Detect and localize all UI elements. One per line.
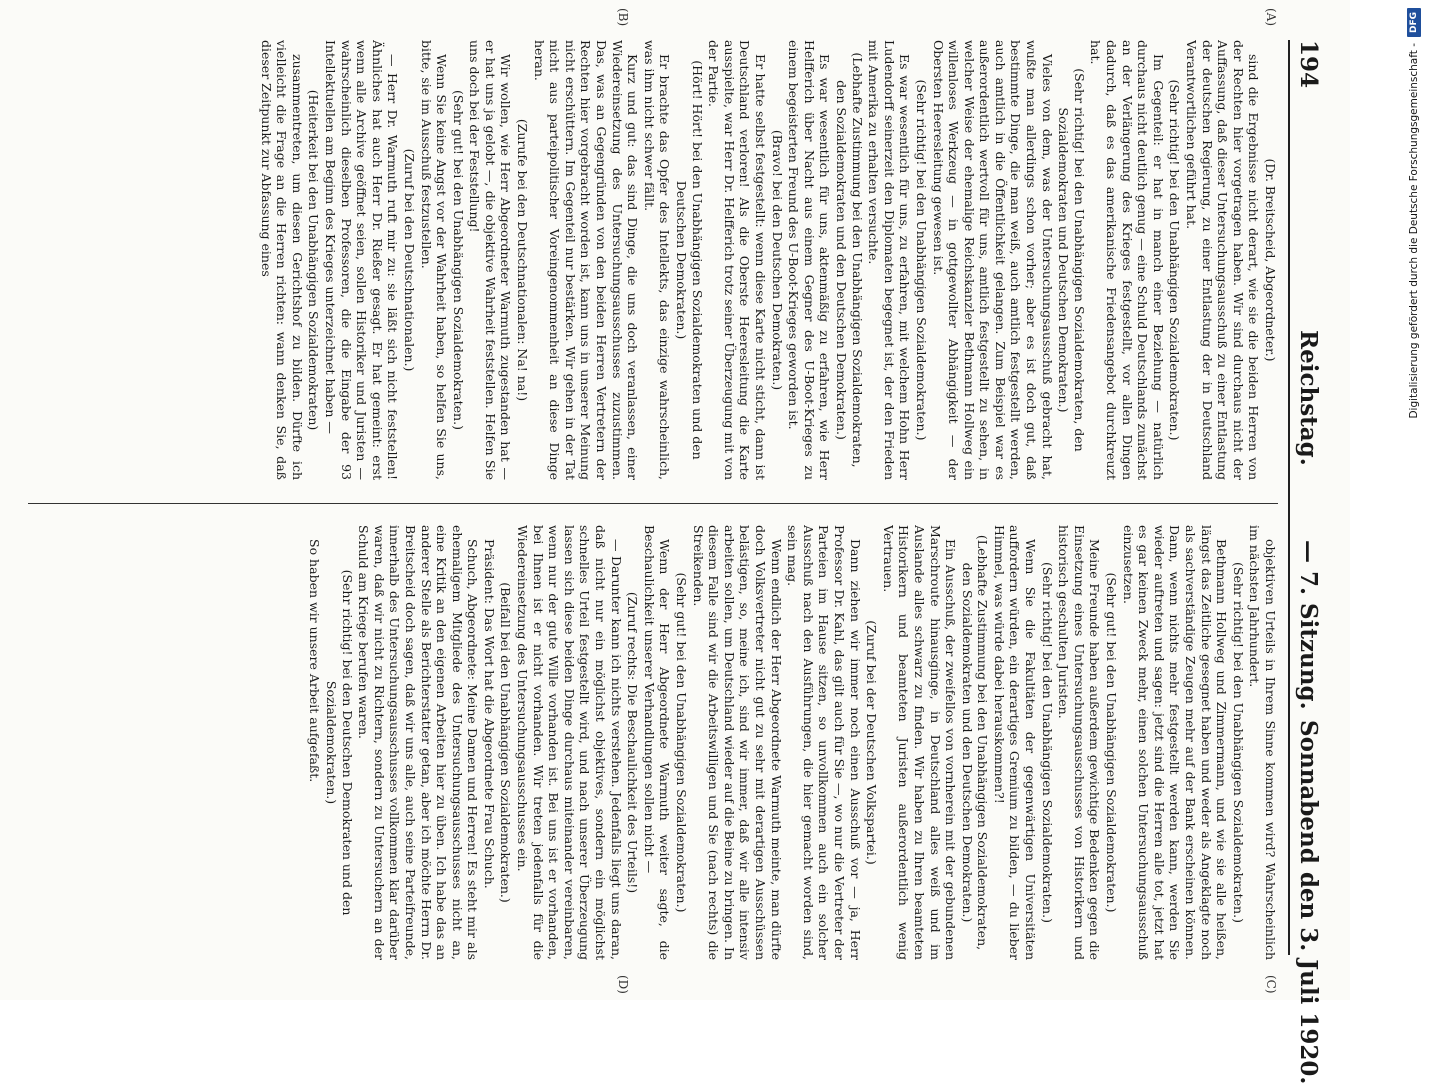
paragraph: (Beifall bei den Unabhängigen Sozialdemokraten.)	[498, 582, 514, 903]
paragraph: Er hatte selbst festgestellt: wenn diese Karte nicht sticht, dann ist Deutschland verloren! Als die Oberste Heeresleitung die Karte ausspielte, war Herr Dr. Helfferich trotz seiner Überzeugung mit von der Partie.	[706, 40, 768, 480]
digitization-text: Digitalisierung gefördert durch die Deutsche Forschungsgemeinschaft -	[1408, 43, 1420, 419]
paragraph: (Zurufe bei den Deutschnationalen: Na! na!)	[515, 118, 531, 402]
paragraph: (Sehr gut! bei den Unabhängigen Sozialdemokraten.)	[674, 572, 690, 913]
paragraph: Wenn Sie keine Angst vor der Wahrheit haben, so helfen Sie uns, bitte, sie im Ausschuß festzustellen.	[418, 40, 450, 480]
paragraph: Präsident: Das Wort hat die Abgeordnete Frau Schuch.	[481, 539, 497, 889]
paragraph: Wir wollen, wie Herr Abgeordneter Warmuth zugestanden hat — er hat uns ja gelobt —, die objektive Wahrheit feststellen. Helfen Sie uns doch bei der Feststellung!	[467, 40, 514, 480]
paragraph: (Sehr gut! bei den Unabhängigen Sozialdemokraten.)	[450, 90, 466, 430]
margin-letter-c: (C)	[1264, 975, 1278, 994]
paragraph: sind die Ergebnisse nicht derart, wie sie die beiden Herren von der Rechten hier vorgetragen haben. Wir sind durchaus nicht der Auffassung, daß dieser Untersuchungsausschuß zu einer Entlastung der deutschen Regierung, zu einer Entlastung der in Deutschland Verantwortlichen geführt hat.	[1184, 40, 1262, 480]
paragraph: Vieles von dem, was der Untersuchungsausschuß gebracht hat, wußte man allerdings schon vorher; aber es ist doch gut, daß bestimmte Dinge, die man weiß, auch amtlich festgestellt werden, auch amtlich in die Öffentlichkeit gelangen. Zum Beispiel war es außerordentlich wertvoll für uns, amtlich festgestellt zu sehen, in welcher Weise der ehemalige Reichskanzler Bethmann Hollweg ein willenloses Werkzeug — in gottgewollter Abhängigkeit — der Obersten Heeresleitung gewesen ist.	[930, 40, 1055, 480]
paragraph: — Darunter kann ich nichts verstehen. Jedenfalls liegt uns daran, daß nicht nur ein möglichst objektives, sondern ein möglichst schnelles Urteil festgestellt wird, und nach unserer Überzeugung lassen sich diese beiden Dinge durchaus miteinander vereinbaren, wenn nur der gute Wille vorhanden ist. Bei uns ist er vorhanden, bei Ihnen ist er nicht vorhanden. Wir treten jedenfalls für die Wiedereinsetzung des Untersuchungsausschusses ein.	[515, 525, 624, 960]
paragraph: — Herr Dr. Warmuth ruft mir zu: sie läßt sich nicht feststellen! Ähnliches hat auch Herr Dr. Rießer gesagt. Er hat gemeint: erst wenn alle Archive geöffnet seien, sollen Historiker und Juristen — wahrscheinlich dieselben Professoren, die die Eingabe der 93 Intellektuellen am Beginn des Krieges unterzeichnet haben —	[322, 40, 401, 480]
paragraph: Bethmann Hollweg und Zimmermann, und wie sie alle heißen, längst das Zeitliche gesegnet haben und weder als Angeklagte noch als sachverständige Zeugen mehr auf der Bank erscheinen können. Dann, wenn nichts mehr festgestellt werden kann, werden Sie wieder auftreten und sagen: jetzt sind die Herren alle tot, jetzt hat es gar keinen Zweck mehr, einen solchen Untersuchungsausschuß einzusetzen.	[1120, 525, 1230, 960]
paragraph: Dann ziehen wir immer noch einen Ausschuß vor — ja, Herr Professor Dr. Kahl, das gilt auch für Sie —, wo nur die Vertreter der Parteien im Hause sitzen, so unvollkommen auch ein solcher Ausschuß nach den Ausführungen, die hier gemacht worden sind, sein mag.	[785, 525, 863, 960]
margin-letter-a: (A)	[1264, 8, 1278, 27]
paragraph: Schuch, Abgeordnete: Meine Damen und Herren! Es steht mir als ehemaligem Mitgliede des Untersuchungsausschusses nicht an, eine Kritik an den eigenen Arbeiten hier zu üben. Ich habe das an anderer Stelle als Berichterstatter getan, aber ich möchte Herrn Dr. Breitscheid doch sagen, daß wir uns alle, auch seine Parteifreunde, innerhalb des Untersuchungsausschusses vollkommen klar darüber waren, daß wir nicht zu Richtern, sondern zu Untersuchern an der Schuld am Kriege berufen waren.	[356, 525, 481, 960]
paragraph: (Zuruf bei den Deutschnationalen.)	[401, 148, 417, 372]
dfg-logo: DFG	[1407, 8, 1421, 37]
paragraph: Meine Freunde haben außerdem gewichtige Bedenken gegen die Einsetzung eines Untersuchungsausschusses von Historikern und historisch geschulten Juristen.	[1056, 525, 1103, 960]
paragraph: (Zuruf rechts: Die Beschaulichkeit des Urteils!)	[625, 591, 641, 894]
paragraph: (Sehr richtig! bei den Unabhängigen Sozialdemokraten.)	[1039, 562, 1055, 923]
paragraph: (Sehr richtig! bei den Deutschen Demokraten und den Sozialdemokraten.)	[323, 569, 355, 916]
paragraph: Es war wesentlich für uns, zu erfahren, mit welchem Hohn Herr Ludendorff seinerzeit den Diplomaten begegnet ist, der den Frieden mit Amerika zu erhalten versuchte.	[866, 40, 913, 480]
paragraph: Er brachte das Opfer des Intellekts, das einzige wahrscheinlich, was ihm nicht schwer fällt.	[641, 40, 673, 480]
margin-letter-b: (B)	[616, 8, 630, 27]
paragraph: (Lebhafte Zustimmung bei den Unabhängigen Sozialdemokraten, den Sozialdemokraten und den Deutschen Demokraten.)	[959, 534, 991, 951]
paragraph: (Sehr richtig! bei den Unabhängigen Sozialdemokraten.)	[1167, 79, 1183, 441]
paragraph: (Heiterkeit bei den Unabhängigen Sozialdemokraten)	[306, 89, 322, 431]
text-column-left	[28, 40, 1278, 480]
paragraph: objektiven Urteils in Ihrem Sinne kommen wird? Wahrscheinlich im nächsten Jahrhundert.	[1247, 525, 1278, 960]
paragraph: Wenn endlich der Herr Abgeordnete Warmuth meinte, man dürfte doch Volksvertreter nicht gut zu sehr mit derartigen Ausschüssen belästigen, so, meine ich, sind wir immer, daß wir alle intensiv arbeiten sollen, um Deutschland wieder auf die Beine zu bringen. In diesem Falle sind wir die Arbeitswilligen und Sie (nach rechts) die Streikenden.	[690, 525, 784, 960]
paragraph: (Sehr richtig! bei den Unabhängigen Sozialdemokraten.)	[1230, 562, 1246, 923]
paragraph: (Zuruf bei der Deutschen Volkspartei.)	[864, 620, 880, 865]
paragraph: Kurz und gut: das sind Dinge, die uns doch veranlassen, einer Wiedereinsetzung des Untersuchungsausschusses zuzustimmen. Das, was an Gegengründen von den beiden Herren Vertretern der Rechten hier vorgebracht worden ist, kann uns in unserer Meinung nicht erschüttern. Im Gegenteil nur bestärken. Wir gehen in der Tat nicht aus parteipolitischer Voreingenommenheit an diese Dinge heran.	[531, 40, 641, 480]
paragraph: (Sehr richtig! bei den Unabhängigen Sozialdemokraten, den Sozialdemokraten und Deutschen Demokraten.)	[1056, 68, 1087, 452]
text-column-right	[28, 525, 1278, 960]
paragraph: (Sehr gut! bei den Unabhängigen Sozialdemokraten.)	[1104, 572, 1120, 913]
paragraph: (Lebhafte Zustimmung bei den Unabhängigen Sozialdemokraten, den Sozialdemokraten und den Deutschen Demokraten.)	[833, 52, 865, 468]
paragraph: Wenn Sie die Fakultäten der gegenwärtigen Universitäten auffordern würden, ein derartiges Gremium zu bilden, — du lieber Himmel, was würde dabei herauskommen?!	[991, 525, 1039, 960]
paragraph: zusammentreten, um diesen Gerichtshof zu bilden. Dürfte ich vielleicht die Frage an die Herren richten: wann denken Sie, daß dieser Zeitpunkt zur Abfassung eines	[258, 40, 305, 480]
header-title: Reichstag.	[1295, 330, 1322, 466]
header-session: — 7. Sitzung.	[1295, 540, 1322, 710]
paragraph: (Hört! Hört! bei den Unabhängigen Sozialdemokraten und den Deutschen Demokraten.)	[674, 60, 705, 460]
page-header	[1288, 40, 1322, 1084]
paragraph: So haben wir unsere Arbeit aufgefaßt.	[307, 539, 323, 783]
digitization-note	[1403, 8, 1425, 993]
paragraph: Ein Ausschuß, der zweifellos von vornherein mit der gebundenen Marschroute hinausginge, in Deutschland alles weiß und im Auslande alles schwarz zu finden. Wir haben zu Ihren beamteten Historikern und beamteten Juristen außerordentlich wenig Vertrauen.	[880, 525, 959, 960]
paragraph: (Sehr richtig! bei den Unabhängigen Sozialdemokraten.)	[913, 79, 929, 441]
column-divider	[28, 503, 1278, 504]
paragraph: Es war wesentlich für uns, aktenmäßig zu erfahren, wie Herr Helfferich über Nacht aus einem Gegner des U-Boot-Krieges zu einem begeisterten Freund des U-Boot-Krieges geworden ist.	[786, 40, 833, 480]
page-number: 194	[1295, 40, 1322, 89]
header-date: Sonnabend den 3. Juli 1920.	[1295, 720, 1322, 1084]
paragraph: Im Gegenteil: er hat in manch einer Beziehung — natürlich durchaus nicht deutlich genug — eine Schuld Deutschlands zunächst an der Verlängerung des Krieges festgestellt, vor allen Dingen dadurch, daß es das amerikanische Friedensangebot durchkreuzt hat.	[1088, 40, 1166, 480]
paragraph: (Dr. Breitscheid, Abgeordneter.)	[1263, 158, 1278, 362]
margin-letter-d: (D)	[616, 975, 630, 994]
paragraph: (Bravo! bei den Deutschen Demokraten.)	[769, 129, 785, 391]
paragraph: Wenn der Herr Abgeordnete Warmuth weiter sagte, die Beschaulichkeit unserer Verhandlungen sollen nicht —	[641, 525, 673, 960]
